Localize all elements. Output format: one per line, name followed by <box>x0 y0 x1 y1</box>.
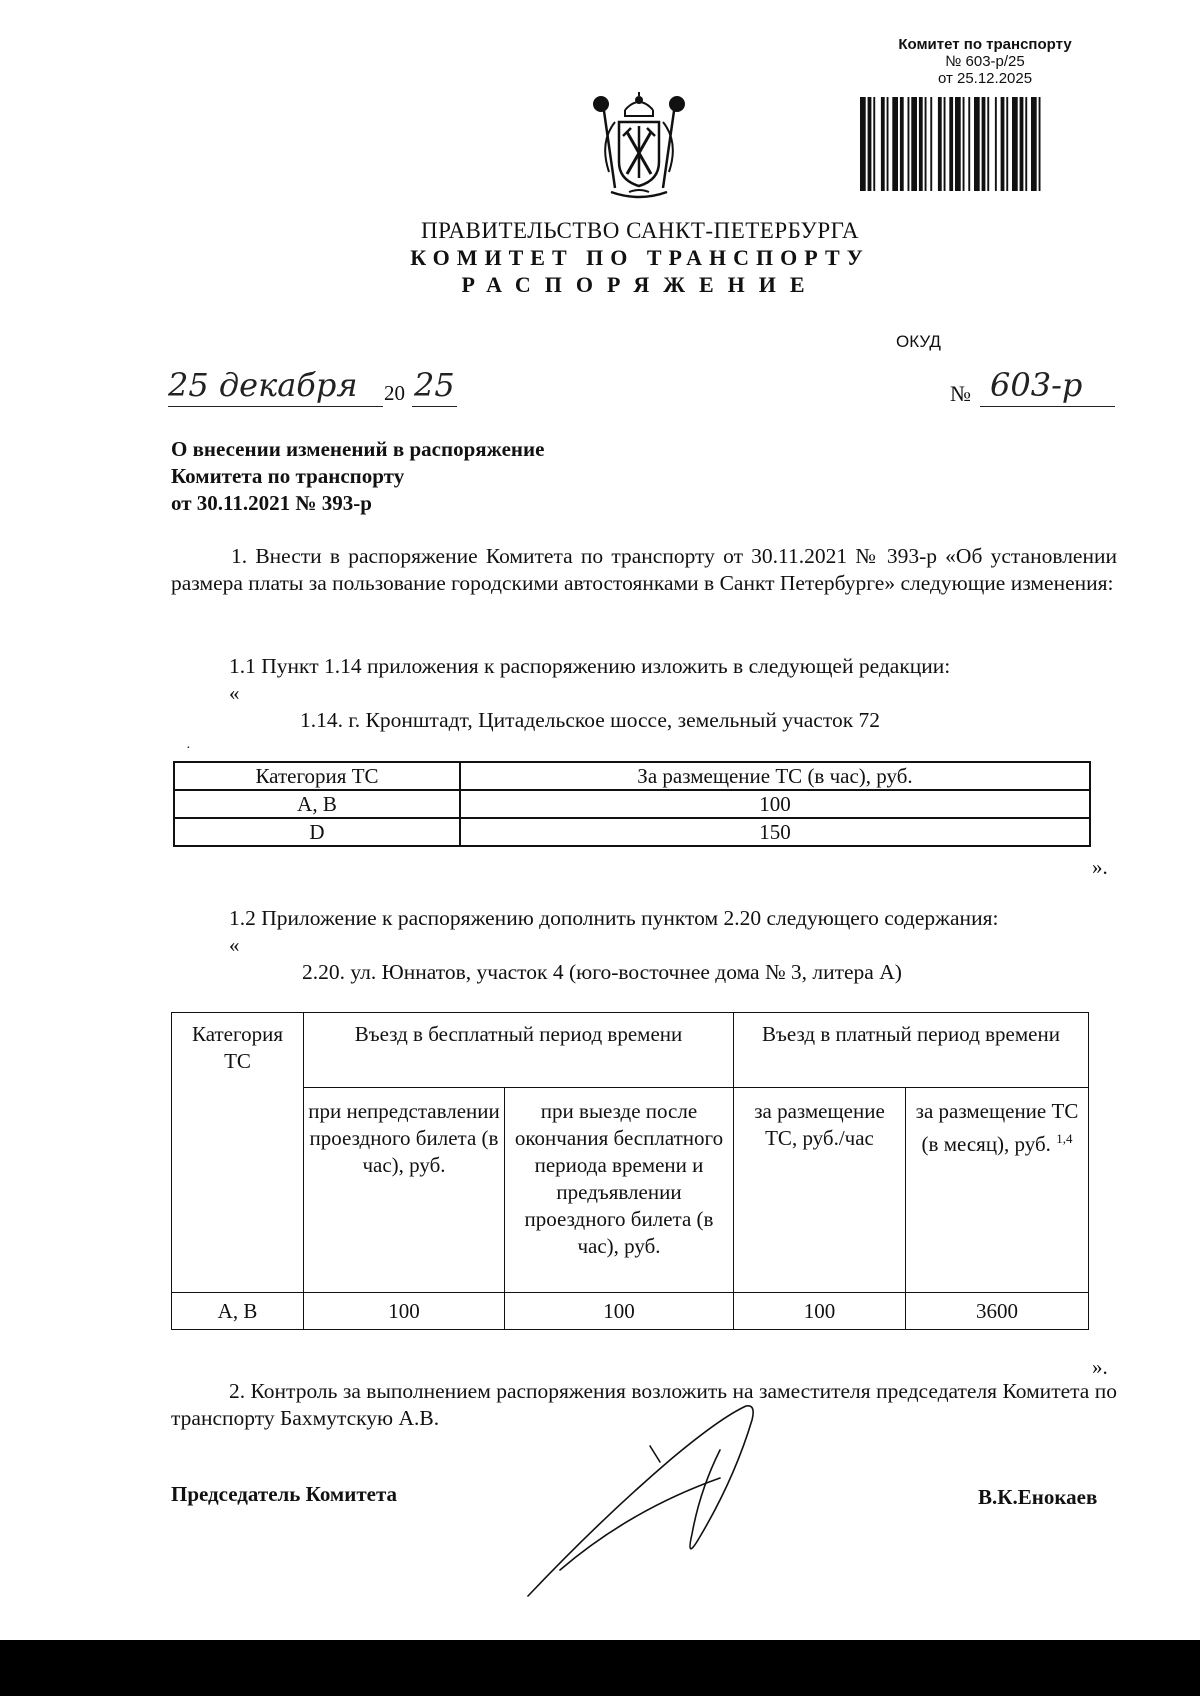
table-cell: 150 <box>460 818 1090 846</box>
document-type-title: РАСПОРЯЖЕНИЕ <box>461 272 819 297</box>
table-cell: А, В <box>174 790 460 818</box>
year-prefix: 20 <box>384 381 405 405</box>
paragraph-1-2: 1.2 Приложение к распоряжению дополнить пунктом 2.20 следующего содержания: <box>229 906 999 930</box>
document-number: 603-р <box>990 366 1083 404</box>
quote-close: ». <box>1092 855 1108 879</box>
table-header-cell: Въезд в платный период времени <box>734 1013 1089 1088</box>
table-cell: D <box>174 818 460 846</box>
table-header-cell: при непредставлении проездного билета (в час), руб. <box>304 1088 505 1293</box>
barcode-bar <box>930 97 932 191</box>
table-header-row <box>172 1013 1089 1088</box>
barcode-bar <box>1020 97 1024 191</box>
barcode-bar <box>1031 97 1037 191</box>
barcode <box>860 97 1100 191</box>
table-row <box>172 1293 1089 1330</box>
table-cell: 100 <box>734 1293 906 1330</box>
quote-open: « <box>229 681 240 705</box>
table-header-cell: За размещение ТС (в час), руб. <box>460 762 1090 790</box>
barcode-bar <box>944 97 946 191</box>
barcode-bar <box>868 97 872 191</box>
paragraph-1-1: 1.1 Пункт 1.14 приложения к распоряжению изложить в следующей редакции: <box>229 654 951 678</box>
stamp-number: № 603-р/25 <box>945 53 1025 70</box>
table-header-cell <box>906 1088 1089 1293</box>
barcode-bar <box>987 97 989 191</box>
barcode-bar <box>1006 97 1008 191</box>
barcode-bar <box>900 97 904 191</box>
barcode-bar <box>968 97 970 191</box>
barcode-bar <box>995 97 997 191</box>
table-cell: 3600 <box>906 1293 1089 1330</box>
handwritten-signature <box>520 1400 760 1600</box>
stamp-org: Комитет по транспорту <box>898 36 1072 53</box>
barcode-bar <box>1039 97 1041 191</box>
barcode-bar <box>949 97 953 191</box>
barcode-bar <box>919 97 923 191</box>
table-subheader-row <box>172 1088 1089 1293</box>
paragraph-2: 2. Контроль за выполнением распоряжения возложить на заместителя председателя Комитета по транспорту Бахмутскую А.В. <box>171 1379 1117 1430</box>
barcode-bar <box>860 97 866 191</box>
barcode-bar <box>1001 97 1005 191</box>
subject-line: Комитета по транспорту <box>171 464 405 488</box>
table-row <box>174 790 1090 818</box>
barcode-bar <box>911 97 917 191</box>
table-header-row <box>174 762 1090 790</box>
document-date: 25 декабря <box>168 366 358 404</box>
signer-position: Председатель Комитета <box>171 1482 398 1506</box>
document-year: 25 <box>414 366 455 404</box>
barcode-bar <box>955 97 961 191</box>
barcode-bar <box>873 97 875 191</box>
table-cell: 100 <box>304 1293 505 1330</box>
barcode-bar <box>881 97 885 191</box>
table-header-cell: Категория ТС <box>174 762 460 790</box>
barcode-bar <box>963 97 965 191</box>
subject-line: О внесении изменений в распоряжение <box>171 437 545 461</box>
barcode-bar <box>1012 97 1018 191</box>
table-cell: 100 <box>460 790 1090 818</box>
table-cell: 100 <box>505 1293 734 1330</box>
item-1-14: 1.14. г. Кронштадт, Цитадельское шоссе, земельный участок 72 <box>300 708 881 732</box>
stamp-date: от 25.12.2025 <box>937 70 1033 87</box>
footnote-marker: 1,4 <box>1056 1131 1073 1146</box>
scan-dot: · <box>186 741 191 756</box>
subject-line: от 30.11.2021 № 393-р <box>171 491 372 515</box>
government-title: ПРАВИТЕЛЬСТВО САНКТ-ПЕТЕРБУРГА <box>420 218 860 243</box>
table-cell: А, В <box>172 1293 304 1330</box>
paragraph-1: 1. Внести в распоряжение Комитета по транспорту от 30.11.2021 № 393-р «Об установлении размера платы за пользование городскими автостоянками в Санкт Петербурге» следующие изменения: <box>171 544 1117 595</box>
barcode-bar <box>1025 97 1027 191</box>
tariff-table-1-14 <box>173 761 1091 847</box>
committee-title: КОМИТЕТ ПО ТРАНСПОРТУ <box>410 245 870 270</box>
barcode-bar <box>938 97 942 191</box>
scan-edge-band <box>0 1640 1200 1696</box>
header-text: за размещение ТС (в месяц), руб. <box>915 1099 1079 1156</box>
number-sign: № <box>950 381 971 406</box>
table-row <box>174 818 1090 846</box>
barcode-bar <box>887 97 889 191</box>
barcode-bar <box>925 97 927 191</box>
barcode-bar <box>982 97 986 191</box>
barcode-bar <box>908 97 910 191</box>
quote-open: « <box>229 933 240 957</box>
signer-name: В.К.Енокаев <box>978 1485 1098 1509</box>
item-2-20: 2.20. ул. Юннатов, участок 4 (юго-восточнее дома № 3, литера А) <box>302 960 902 984</box>
document-subject <box>171 436 544 517</box>
table-header-cell: Категория ТС <box>172 1013 304 1293</box>
tariff-table-2-20 <box>171 1012 1089 1330</box>
table-header-cell: при выезде после окончания бесплатного периода времени и предъявлении проездного билета (в час), руб. <box>505 1088 734 1293</box>
barcode-bar <box>892 97 898 191</box>
coat-of-arms-icon <box>585 92 693 202</box>
table-header-cell: Въезд в бесплатный период времени <box>304 1013 734 1088</box>
okud-label: ОКУД <box>896 332 941 351</box>
quote-close: ». <box>1092 1355 1108 1379</box>
table-header-cell: за размещение ТС, руб./час <box>734 1088 906 1293</box>
barcode-bar <box>974 97 980 191</box>
registration-stamp <box>870 36 1100 87</box>
